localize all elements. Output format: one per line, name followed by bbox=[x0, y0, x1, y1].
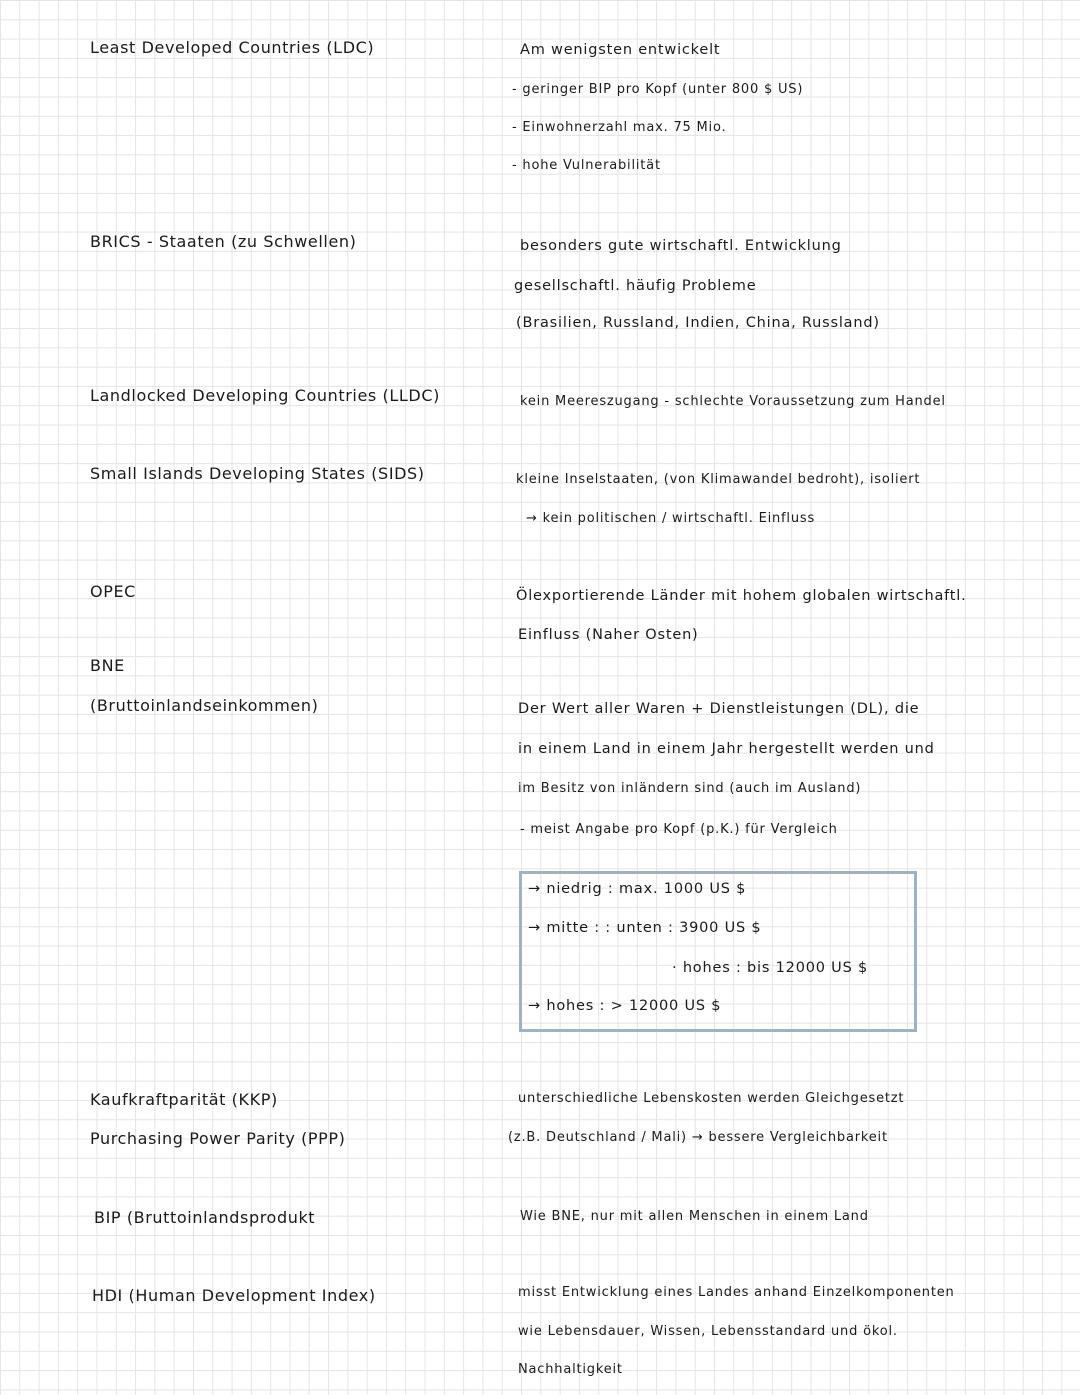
def-brics-line-3: (Brasilien, Russland, Indien, China, Russland) bbox=[516, 315, 880, 331]
income-level-middle-upper: · hohes : bis 12000 US $ bbox=[672, 960, 869, 976]
term-opec: OPEC bbox=[90, 582, 136, 601]
def-hdi-line-2: wie Lebensdauer, Wissen, Lebensstandard und ökol. bbox=[518, 1324, 898, 1339]
def-opec-line-2: Einfluss (Naher Osten) bbox=[518, 627, 699, 643]
def-hdi-line-1: misst Entwicklung eines Landes anhand Einzelkomponenten bbox=[518, 1285, 955, 1300]
def-hdi-line-3: Nachhaltigkeit bbox=[518, 1362, 623, 1377]
term-bip: BIP (Bruttoinlandsprodukt bbox=[94, 1208, 316, 1227]
def-brics-line-1: besonders gute wirtschaftl. Entwicklung bbox=[520, 238, 842, 254]
income-level-low: → niedrig : max. 1000 US $ bbox=[528, 881, 747, 897]
def-ldc-line-2: - geringer BIP pro Kopf (unter 800 $ US) bbox=[512, 82, 804, 97]
def-bip-line-1: Wie BNE, nur mit allen Menschen in einem Land bbox=[520, 1209, 869, 1224]
def-lldc-line-1: kein Meereszugang - schlechte Voraussetzung zum Handel bbox=[520, 394, 946, 409]
def-bne-line-4: - meist Angabe pro Kopf (p.K.) für Vergleich bbox=[520, 822, 838, 837]
income-level-middle-lower: → mitte : : unten : 3900 US $ bbox=[528, 920, 762, 936]
def-bne-line-2: in einem Land in einem Jahr hergestellt werden und bbox=[518, 741, 935, 757]
def-kkp-line-2: (z.B. Deutschland / Mali) → bessere Vergleichbarkeit bbox=[508, 1130, 888, 1145]
term-kkp: Kaufkraftparität (KKP) bbox=[90, 1090, 278, 1109]
def-ldc-line-4: - hohe Vulnerabilität bbox=[512, 158, 661, 173]
def-sids-line-2: → kein politischen / wirtschaftl. Einfluss bbox=[526, 511, 816, 526]
term-bne-sub: (Bruttoinlandseinkommen) bbox=[90, 696, 319, 715]
term-sids: Small Islands Developing States (SIDS) bbox=[90, 464, 425, 483]
term-ldc: Least Developed Countries (LDC) bbox=[90, 38, 375, 57]
def-sids-line-1: kleine Inselstaaten, (von Klimawandel bedroht), isoliert bbox=[516, 472, 921, 487]
def-ldc-line-1: Am wenigsten entwickelt bbox=[520, 42, 721, 58]
def-ldc-line-3: - Einwohnerzahl max. 75 Mio. bbox=[512, 120, 727, 135]
term-brics: BRICS - Staaten (zu Schwellen) bbox=[90, 232, 357, 251]
term-kkp-sub: Purchasing Power Parity (PPP) bbox=[90, 1129, 346, 1148]
def-bne-line-1: Der Wert aller Waren + Dienstleistungen (DL), die bbox=[518, 701, 920, 717]
def-bne-line-3: im Besitz von inländern sind (auch im Ausland) bbox=[518, 781, 862, 796]
income-level-high: → hohes : > 12000 US $ bbox=[528, 998, 722, 1014]
def-kkp-line-1: unterschiedliche Lebenskosten werden Gleichgesetzt bbox=[518, 1091, 905, 1106]
term-bne: BNE bbox=[90, 656, 125, 675]
def-opec-line-1: Ölexportierende Länder mit hohem globalen wirtschaftl. bbox=[516, 588, 967, 604]
term-lldc: Landlocked Developing Countries (LLDC) bbox=[90, 386, 440, 405]
def-brics-line-2: gesellschaftl. häufig Probleme bbox=[514, 278, 757, 294]
term-hdi: HDI (Human Development Index) bbox=[92, 1286, 376, 1305]
